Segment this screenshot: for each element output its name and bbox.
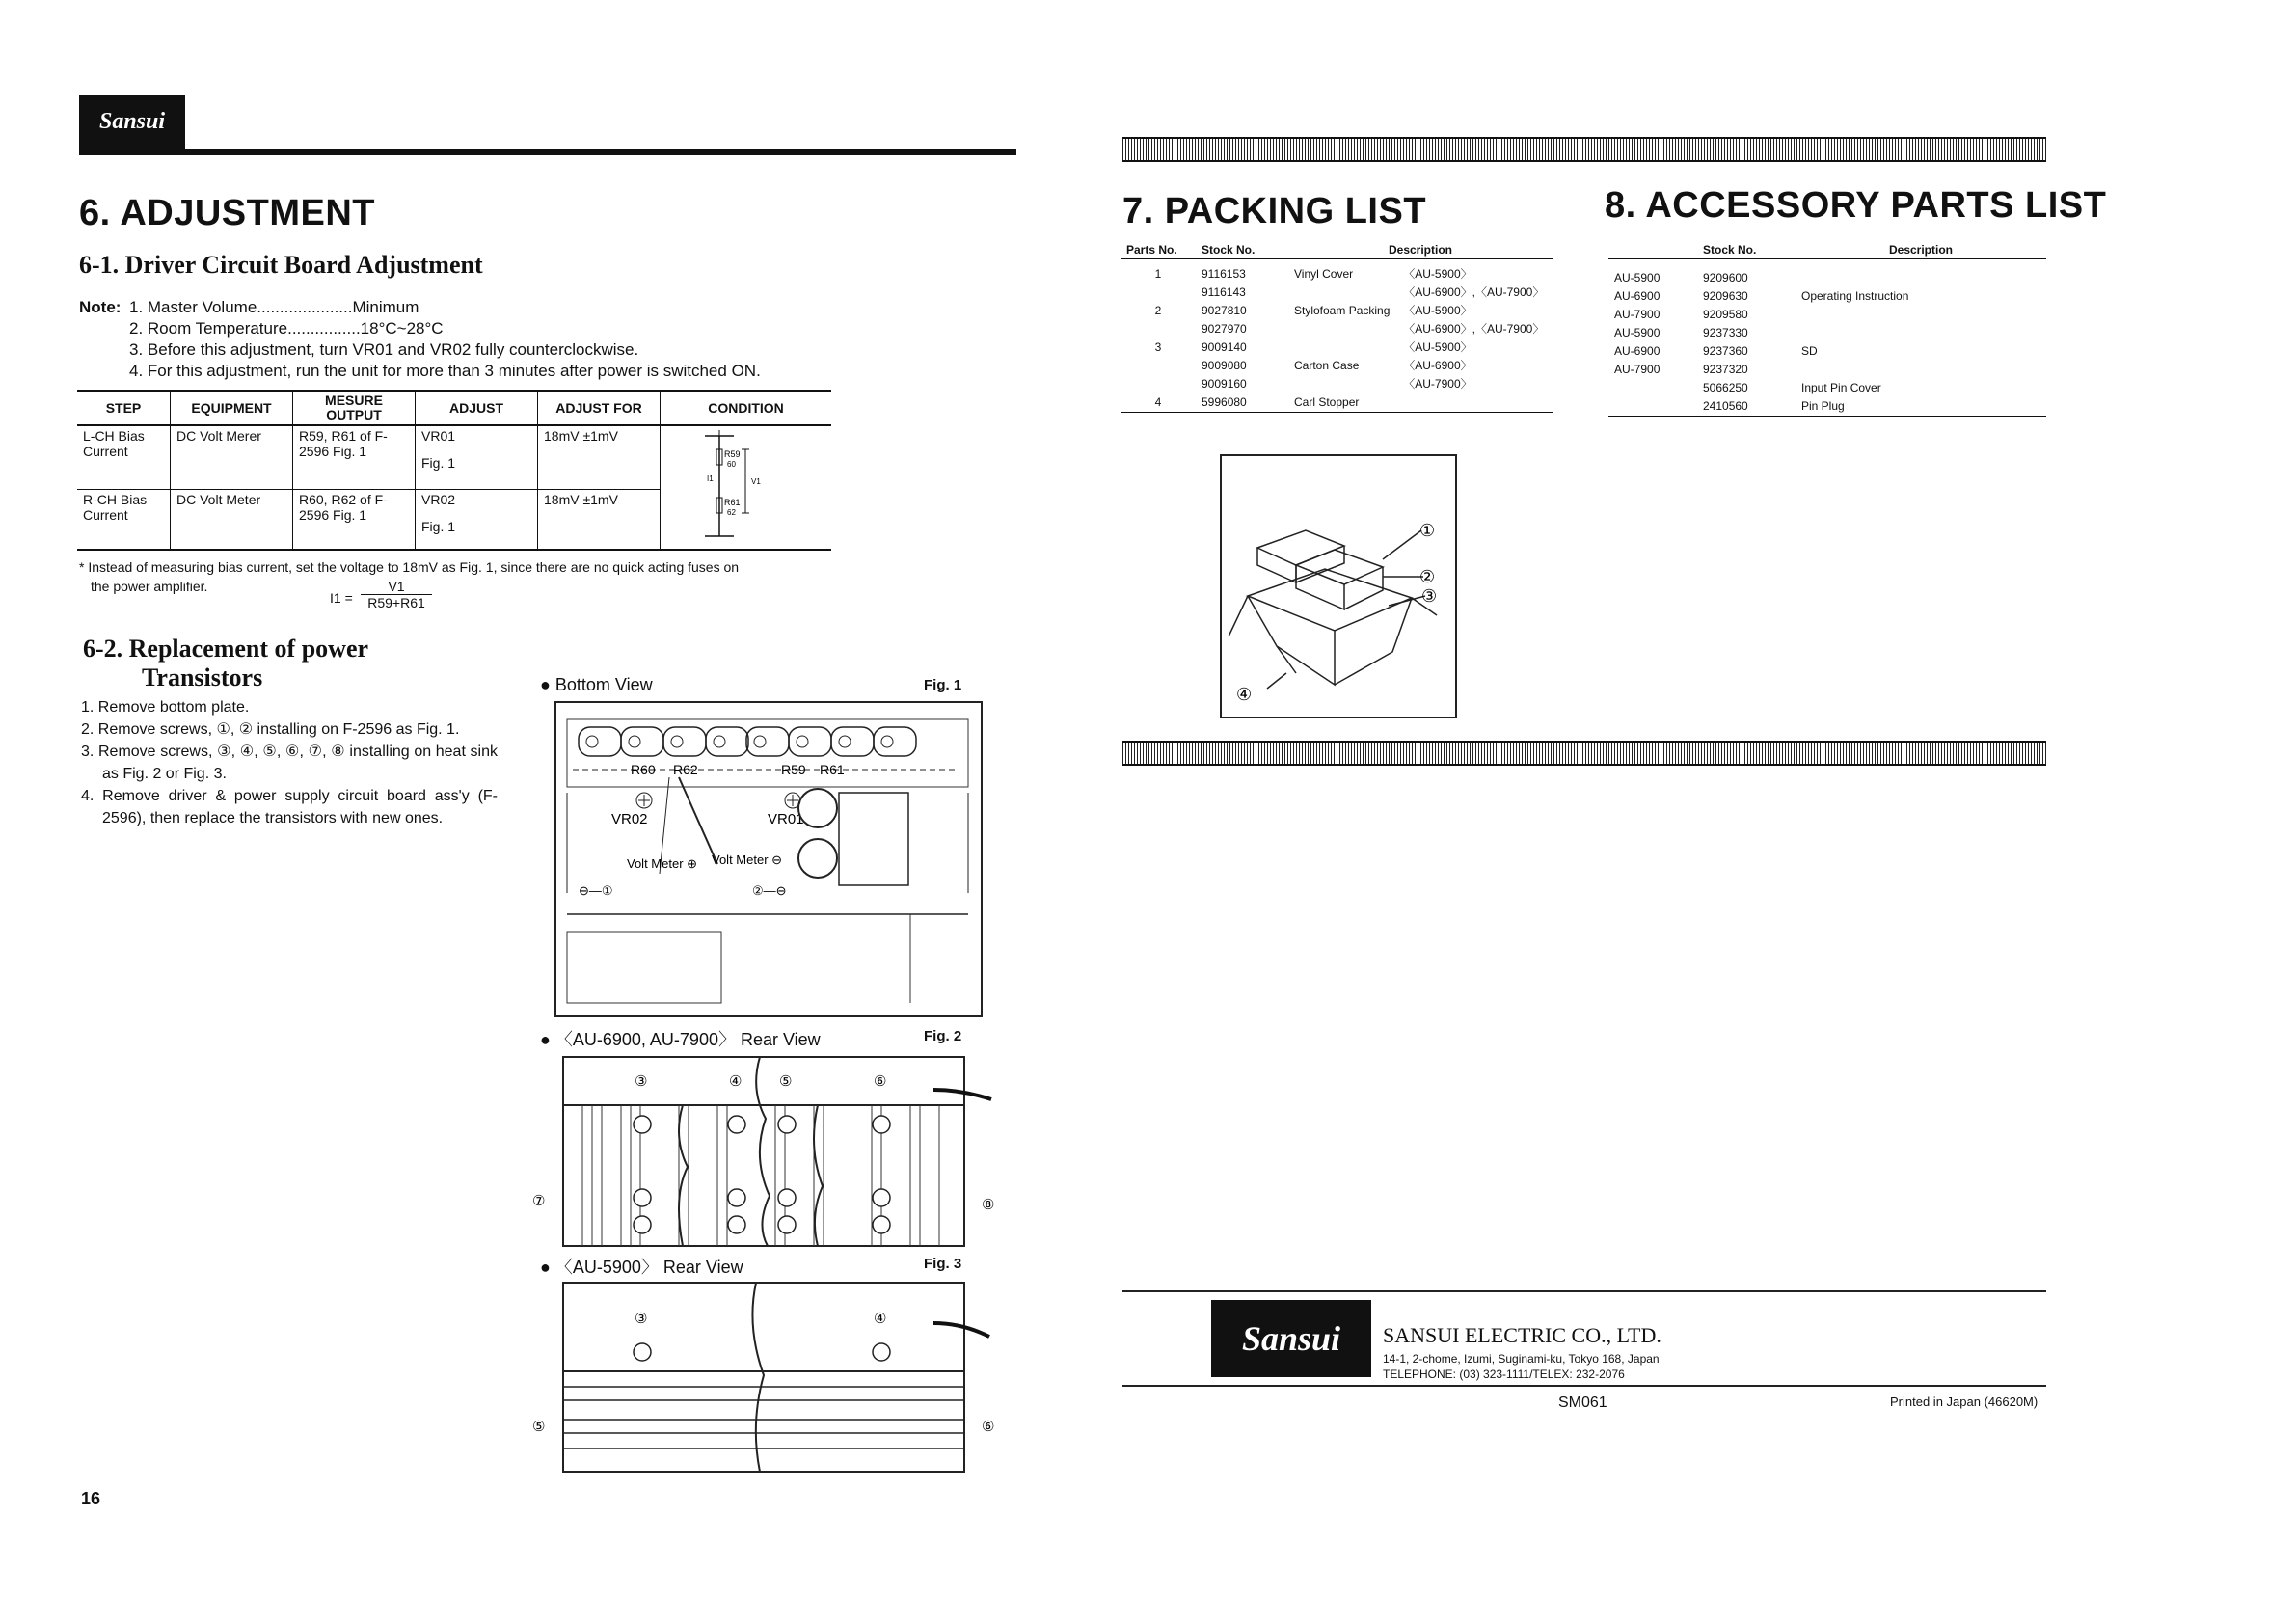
packing-row: 9116143 〈AU-6900〉,〈AU-7900〉	[1202, 285, 1545, 299]
col-adjust: ADJUST	[416, 391, 538, 425]
callout-1: ①	[1419, 521, 1436, 540]
table-row	[77, 425, 831, 490]
note-item: 3. Before this adjustment, turn VR01 and VR02 fully counterclockwise.	[129, 340, 639, 359]
cell-adjust	[416, 490, 538, 550]
formula-numerator: V1	[361, 579, 432, 595]
label-r59: R59	[724, 449, 741, 459]
accessory-row: AU-5900 9209600	[1614, 271, 1748, 284]
callout-4: ④	[1236, 685, 1253, 704]
callout-3: ③	[1421, 586, 1438, 606]
col-step: STEP	[77, 391, 171, 425]
fig3-number: Fig. 3	[924, 1256, 962, 1272]
section2-title	[83, 635, 368, 692]
label-i1: I1	[707, 474, 714, 483]
note-list	[129, 297, 761, 382]
fig3-n3: ③	[635, 1311, 648, 1327]
adjust-ref: Fig. 1	[421, 455, 456, 471]
packing-row: 9027970 〈AU-6900〉,〈AU-7900〉	[1202, 322, 1545, 336]
company-name: SANSUI ELECTRIC CO., LTD.	[1383, 1323, 1661, 1347]
cell-adjust-for: 18mV ±1mV	[538, 490, 661, 550]
adjustment-table	[77, 390, 831, 551]
cell-step: R-CH Bias Current	[77, 490, 171, 550]
fig1-vr02: VR02	[611, 811, 648, 827]
cell-output: R59, R61 of F-2596 Fig. 1	[293, 425, 416, 490]
accessory-table	[1608, 241, 2046, 417]
printed-in: Printed in Japan (46620M)	[1890, 1394, 2039, 1409]
company-address: 14-1, 2-chome, Izumi, Suginami-ku, Tokyo 168, Japan	[1383, 1352, 1660, 1366]
packing-row: 3 9009140 〈AU-5900〉	[1154, 340, 1472, 354]
adjust-ref: Fig. 1	[421, 519, 456, 535]
packing-col-stock: Stock No.	[1196, 241, 1288, 259]
col-condition: CONDITION	[661, 391, 832, 425]
label-v1: V1	[751, 477, 761, 486]
packing-col-desc: Description	[1288, 241, 1553, 259]
adjust-value: VR01	[421, 428, 456, 444]
top-hatch-bar	[1122, 137, 2046, 162]
cell-output: R60, R62 of F-2596 Fig. 1	[293, 490, 416, 550]
sansui-logo: Sansui	[79, 95, 185, 149]
fig2-n7: ⑦	[532, 1193, 546, 1209]
cell-adjust-for: 18mV ±1mV	[538, 425, 661, 490]
accessory-row: 2410560 Pin Plug	[1608, 397, 2046, 417]
fig1-screw1: ⊖—①	[579, 883, 613, 898]
fig1-r61: R61	[820, 762, 845, 777]
fig2-n8: ⑧	[982, 1197, 995, 1213]
accessory-row: AU-5900 9237330	[1614, 326, 1748, 339]
formula-denominator: R59+R61	[367, 595, 425, 610]
fig3-caption: ● 〈AU-5900〉 Rear View	[540, 1258, 743, 1277]
accessory-row: AU-6900 9237360 SD	[1614, 344, 1818, 358]
cell-condition	[661, 425, 832, 550]
footer-sansui-logo: Sansui	[1211, 1300, 1371, 1377]
procedure-step: 1. Remove bottom plate.	[81, 699, 250, 716]
condition-circuit	[666, 428, 811, 544]
label-r62: 62	[727, 508, 736, 517]
fig1-bottom-view	[554, 700, 984, 1018]
note-label: Note:	[79, 298, 122, 316]
note-item: 1. Master Volume.....................Minimum	[129, 298, 419, 316]
note-item: 2. Room Temperature................18°C~28°C	[129, 319, 444, 338]
document-code: SM061	[1558, 1394, 1607, 1411]
fig3-rear-view	[528, 1279, 1007, 1477]
footer-rule-2	[1122, 1385, 2046, 1387]
fig2-rear-view	[528, 1051, 1007, 1250]
packing-row: 9009080 Carton Case 〈AU-6900〉	[1202, 359, 1472, 372]
fig1-vm-plus: Volt Meter ⊕	[627, 856, 698, 871]
fig3-n4: ④	[874, 1311, 887, 1327]
fig3-n6: ⑥	[982, 1419, 995, 1435]
fig1-caption: ● Bottom View	[540, 675, 653, 694]
col-equipment: EQUIPMENT	[171, 391, 293, 425]
footnote-line: * Instead of measuring bias current, set the voltage to 18mV as Fig. 1, since there are no quick acting fuses on	[79, 559, 740, 575]
page-title: 6. ADJUSTMENT	[79, 193, 376, 233]
fig1-vr01: VR01	[768, 811, 804, 827]
adjust-value: VR02	[421, 492, 456, 508]
packing-col-part: Parts No.	[1121, 241, 1196, 259]
section2-title-line: Transistors	[142, 663, 263, 691]
accessory-row: AU-7900 9209580	[1614, 308, 1748, 321]
table-header-row	[77, 391, 831, 425]
fig2-number: Fig. 2	[924, 1028, 962, 1044]
company-telephone: TELEPHONE: (03) 323-1111/TELEX: 232-2076	[1383, 1367, 1625, 1381]
fig2-n6: ⑥	[874, 1073, 887, 1090]
procedure-step: 3. Remove screws, ③, ④, ⑤, ⑥, ⑦, ⑧ installing on heat sink as Fig. 2 or Fig. 3.	[81, 744, 498, 782]
packing-row: 1 9116153 Vinyl Cover 〈AU-5900〉	[1154, 267, 1472, 281]
fig1-r59: R59	[781, 762, 806, 777]
fig1-r60: R60	[631, 762, 656, 777]
cell-equipment: DC Volt Meter	[171, 490, 293, 550]
label-r60: 60	[727, 460, 736, 469]
section-title: 6-1. Driver Circuit Board Adjustment	[79, 251, 483, 279]
formula-lhs: I1 =	[330, 590, 353, 606]
accessory-row: 5066250 Input Pin Cover	[1703, 381, 1881, 394]
fig1-screw2: ②—⊖	[752, 883, 787, 898]
accessory-row: AU-7900 9237320	[1614, 363, 1748, 376]
accessory-col-stock: Stock No.	[1697, 241, 1796, 259]
col-adjust-for: ADJUST FOR	[538, 391, 661, 425]
fig2-n4: ④	[729, 1073, 743, 1090]
footer-rule	[1122, 1290, 2046, 1292]
accessory-header-row	[1608, 241, 2046, 259]
packing-list-title: 7. PACKING LIST	[1122, 191, 1427, 231]
packing-row: 4 5996080 Carl Stopper	[1121, 393, 1553, 413]
cell-step: L-CH Bias Current	[77, 425, 171, 490]
header-rule	[79, 149, 1016, 155]
fig2-n5: ⑤	[779, 1073, 793, 1090]
footnote-line: the power amplifier.	[91, 579, 208, 594]
callout-2: ②	[1419, 567, 1436, 586]
fig3-n5: ⑤	[532, 1419, 546, 1435]
procedure-step: 2. Remove screws, ①, ② installing on F-2596 as Fig. 1.	[81, 721, 460, 738]
page-number: 16	[81, 1489, 101, 1508]
fig2-caption: ● 〈AU-6900, AU-7900〉 Rear View	[540, 1030, 821, 1049]
section2-title-line: 6-2. Replacement of power	[83, 635, 369, 663]
packing-row: 2 9027810 Stylofoam Packing 〈AU-5900〉	[1154, 304, 1472, 317]
accessory-col-desc: Description	[1796, 241, 2046, 259]
procedure-list	[81, 696, 498, 829]
fig1-number: Fig. 1	[924, 677, 962, 693]
procedure-step: 4. Remove driver & power supply circuit board ass'y (F-2596), then replace the transistors with new ones.	[81, 788, 498, 826]
fig2-n3: ③	[635, 1073, 648, 1090]
bottom-hatch-bar	[1122, 741, 2046, 766]
accessory-list-title: 8. ACCESSORY PARTS LIST	[1605, 185, 2107, 226]
note-item: 4. For this adjustment, run the unit for more than 3 minutes after power is switched ON.	[129, 362, 761, 380]
fig1-vm-minus: Volt Meter ⊖	[712, 853, 783, 867]
col-output: MESURE OUTPUT	[293, 391, 416, 425]
fig1-r62: R62	[673, 762, 698, 777]
packing-row: 9009160 〈AU-7900〉	[1202, 377, 1472, 391]
packing-illustration	[1219, 453, 1458, 719]
cell-adjust	[416, 425, 538, 490]
label-r61: R61	[724, 498, 741, 507]
cell-equipment: DC Volt Merer	[171, 425, 293, 490]
packing-list-table	[1121, 241, 1553, 413]
accessory-row: AU-6900 9209630 Operating Instruction	[1614, 289, 1909, 303]
packing-header-row	[1121, 241, 1553, 259]
